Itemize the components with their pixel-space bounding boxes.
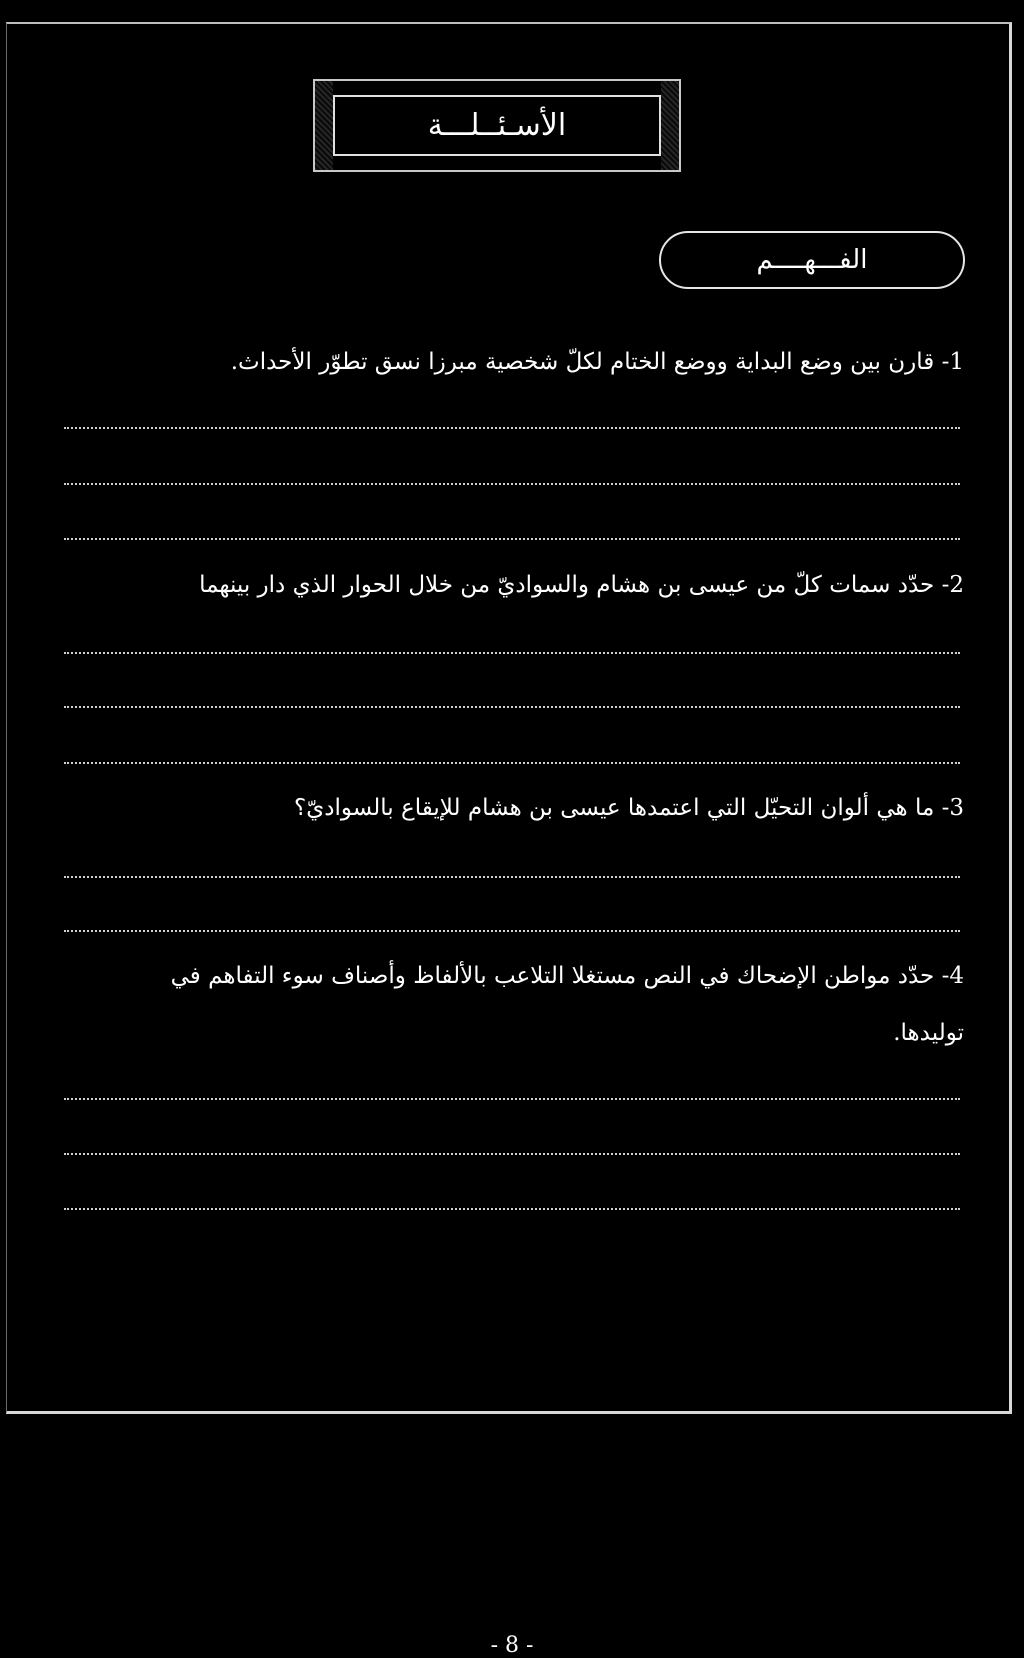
title-box (313, 79, 681, 172)
answer-line[interactable] (64, 652, 960, 654)
page-title: الأسـئــلـــة (333, 95, 661, 156)
answer-line[interactable] (64, 1098, 960, 1100)
answer-line[interactable] (64, 930, 960, 932)
answer-line[interactable] (64, 538, 960, 540)
answer-line[interactable] (64, 1208, 960, 1210)
answer-line[interactable] (64, 876, 960, 878)
answer-line[interactable] (64, 1153, 960, 1155)
section-heading: الفـــهــــم (659, 231, 965, 289)
answer-line[interactable] (64, 483, 960, 485)
answer-line[interactable] (64, 762, 960, 764)
page-number: - 8 - (490, 1633, 534, 1658)
answer-line[interactable] (64, 706, 960, 708)
answer-line[interactable] (64, 427, 960, 429)
question-2: 2- حدّد سمات كلّ من عيسى بن هشام والسواديّ من خلال الحوار الذي دار بينهما (199, 572, 964, 598)
question-4-continuation: توليدها. (893, 1020, 964, 1046)
question-3: 3- ما هي ألوان التحيّل التي اعتمدها عيسى بن هشام للإيقاع بالسواديّ؟ (294, 795, 964, 821)
question-4: 4- حدّد مواطن الإضحاك في النص مستغلا التلاعب بالألفاظ وأصناف سوء التفاهم في (170, 963, 964, 989)
question-1: 1- قارن بين وضع البداية ووضع الختام لكلّ شخصية مبرزا نسق تطوّر الأحداث. (230, 349, 964, 375)
